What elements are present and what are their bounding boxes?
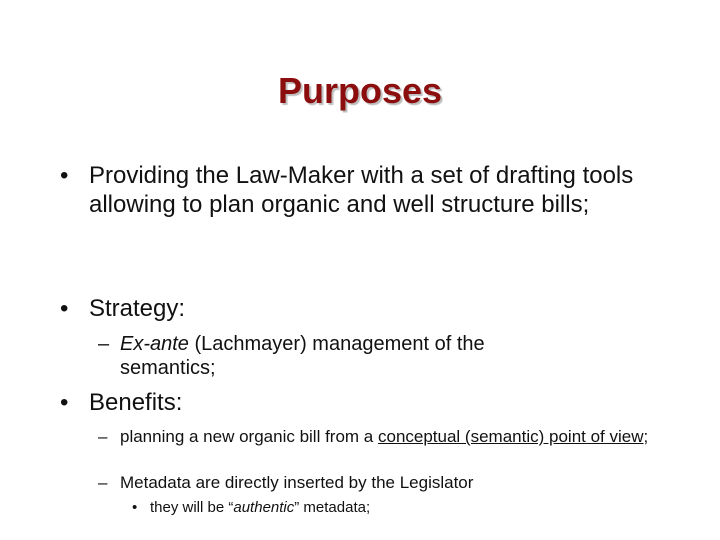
italic-term: Ex-ante xyxy=(120,333,189,355)
sub-bullet-item xyxy=(98,472,658,493)
slide-title: Purposes xyxy=(277,70,443,111)
bullet-item xyxy=(60,294,670,323)
bullet-marker: • xyxy=(60,389,69,416)
sub-bullet-pre: planning a new organic bill from a xyxy=(120,427,378,446)
bullet-text: Providing the Law-Maker with a set of drafting tools allowing to plan organic and well structure bills; xyxy=(89,162,634,218)
sub-bullet-text xyxy=(120,332,578,380)
sub-bullet-marker: – xyxy=(98,473,108,492)
sub-bullet-text: Metadata are directly inserted by the Legislator xyxy=(120,473,474,492)
sub-bullet-item xyxy=(98,332,578,380)
sub-sub-bullet-text xyxy=(150,498,632,517)
sub-sub-bullet-post: ” metadata; xyxy=(294,499,371,516)
bullet-item xyxy=(60,161,670,219)
sub-bullet-marker: – xyxy=(98,427,108,446)
sub-sub-bullet-pre: they will be “ xyxy=(150,499,234,516)
bullet-text: Strategy: xyxy=(89,295,186,322)
sub-bullet-marker: – xyxy=(98,333,110,355)
sub-bullet-text xyxy=(120,426,658,447)
sub-sub-bullet-item xyxy=(132,498,632,517)
sub-sub-bullet-marker: • xyxy=(132,499,138,516)
italic-term: authentic xyxy=(233,499,295,516)
bullet-marker: • xyxy=(60,162,69,189)
bullet-marker: • xyxy=(60,295,69,322)
sub-bullet-item xyxy=(98,426,658,447)
underlined-phrase: conceptual (semantic) point of view xyxy=(377,427,644,446)
bullet-text: Benefits: xyxy=(89,389,183,416)
bullet-item xyxy=(60,388,670,417)
sub-bullet-post: ; xyxy=(643,427,649,446)
sub-bullet-rest: (Lachmayer) management of the semantics; xyxy=(120,333,485,379)
